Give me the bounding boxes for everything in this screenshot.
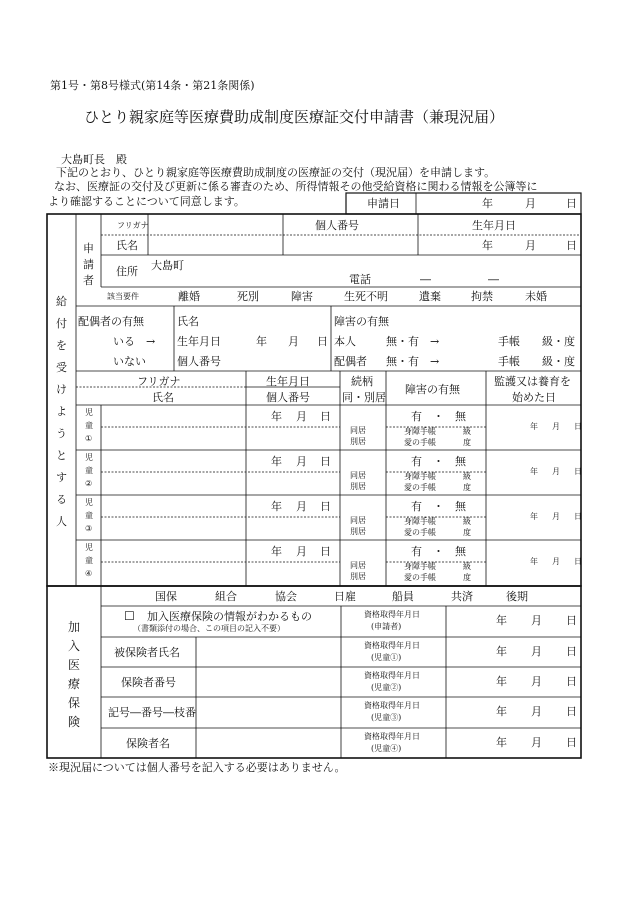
spouse-no[interactable]: いない (113, 355, 146, 368)
child-disability-choice[interactable]: 有 ・ 無 (411, 455, 466, 468)
acq-month[interactable]: 月 (531, 675, 542, 688)
addressee: 大島町長 殿 (61, 153, 127, 166)
acq-date-label: 資格取得年月日 (364, 610, 420, 619)
apply-date-label: 申請日 (367, 197, 400, 210)
insurance-kokuho[interactable]: 国保 (155, 590, 177, 603)
child-birth-month[interactable]: 月 (296, 545, 307, 558)
spouse-yes[interactable]: いる → (113, 335, 156, 348)
child-birth-month[interactable]: 月 (296, 455, 307, 468)
acq-year[interactable]: 年 (496, 645, 507, 658)
acq-day[interactable]: 日 (566, 675, 577, 688)
insurance-info-note: （書類添付の場合、この項目の記入不要） (133, 624, 285, 633)
child-separate[interactable]: 別居 (350, 482, 366, 491)
custody-month[interactable]: 月 (552, 557, 560, 566)
insurance-senin[interactable]: 船員 (392, 590, 414, 603)
disability-self-techo: 手帳 (498, 335, 520, 348)
spouse-birth-month[interactable]: 月 (288, 335, 299, 348)
acq-day[interactable]: 日 (566, 614, 577, 627)
child-ai: 愛の手帳 (404, 528, 436, 537)
child-disability-choice[interactable]: 有 ・ 無 (411, 500, 466, 513)
acq-year[interactable]: 年 (496, 614, 507, 627)
child-cohabit[interactable]: 同居 (350, 471, 366, 480)
acq-day[interactable]: 日 (566, 645, 577, 658)
insurance-koki[interactable]: 後期 (506, 590, 528, 603)
custody-year[interactable]: 年 (530, 557, 538, 566)
reason-abandonment[interactable]: 遺棄 (419, 290, 441, 303)
reason-detention[interactable]: 拘禁 (471, 290, 493, 303)
reason-unmarried[interactable]: 未婚 (525, 290, 547, 303)
acq-date-label: 資格取得年月日 (364, 732, 420, 741)
child-shintai: 身障手帳 (404, 562, 436, 571)
apply-date-month[interactable]: 月 (525, 197, 536, 210)
child-separate[interactable]: 別居 (350, 572, 366, 581)
disability-self-grade[interactable]: 級・度 (542, 335, 575, 348)
custody-year[interactable]: 年 (530, 422, 538, 431)
insurance-kyokai[interactable]: 協会 (275, 590, 297, 603)
child-birth-year[interactable]: 年 (271, 545, 282, 558)
insurer-number-label: 保険者番号 (121, 676, 176, 689)
applicant-phone-label: 電話 (349, 273, 371, 286)
child-label-4: 児 (85, 543, 93, 552)
insurance-info-checkbox[interactable]: ☐ (124, 609, 135, 623)
applicant-birth-year[interactable]: 年 (482, 239, 493, 252)
insured-name-label: 被保険者氏名 (114, 646, 180, 659)
symbol-number-label: 記号―番号―枝番 (108, 706, 196, 719)
disability-spouse-choice[interactable]: 無・有 → (386, 355, 440, 368)
acq-month[interactable]: 月 (531, 614, 542, 627)
acq-month[interactable]: 月 (531, 645, 542, 658)
form-title: ひとり親家庭等医療費助成制度医療証交付申請書（兼現況届） (84, 108, 505, 126)
disability-spouse-grade[interactable]: 級・度 (542, 355, 575, 368)
child-label-2: 児 (85, 453, 93, 462)
custody-year[interactable]: 年 (530, 512, 538, 521)
child-my-number-header: 個人番号 (266, 391, 310, 404)
reason-label: 該当要件 (107, 292, 139, 301)
child-cohabit[interactable]: 同居 (350, 561, 366, 570)
reason-bereavement[interactable]: 死別 (237, 290, 259, 303)
applicant-name-label: 氏名 (116, 239, 138, 252)
acq-date-label: 資格取得年月日 (364, 641, 420, 650)
child-relation-header: 続柄 (351, 375, 373, 388)
child-shintai: 身障手帳 (404, 427, 436, 436)
child-cohabit[interactable]: 同居 (350, 516, 366, 525)
child-birth-year[interactable]: 年 (271, 455, 282, 468)
form-number: 第1号・第8号様式(第14条・第21条関係) (50, 79, 255, 92)
child-birth-header: 生年月日 (266, 375, 310, 388)
child-separate[interactable]: 別居 (350, 437, 366, 446)
spouse-name-label: 氏名 (177, 315, 199, 328)
acq-who-applicant: (申請者) (371, 622, 402, 631)
child-separate[interactable]: 別居 (350, 527, 366, 536)
phone-dash-2: ― (488, 273, 499, 286)
child-birth-month[interactable]: 月 (296, 410, 307, 423)
acq-year[interactable]: 年 (496, 736, 507, 749)
disability-label: 障害の有無 (334, 315, 389, 328)
child-birth-year[interactable]: 年 (271, 500, 282, 513)
custody-day[interactable]: 日 (574, 422, 582, 431)
insurance-info-label: 加入医療保険の情報がわかるもの (147, 610, 312, 623)
acq-who-child-1: (児童①) (371, 653, 402, 662)
spouse-birth-label: 生年月日 (177, 335, 221, 348)
custody-month[interactable]: 月 (552, 512, 560, 521)
disability-self: 本人 (334, 335, 356, 348)
acq-who-child-3: (児童③) (371, 713, 402, 722)
child-ai: 愛の手帳 (404, 438, 436, 447)
child-disability-header: 障害の有無 (405, 383, 460, 396)
applicant-birth-month[interactable]: 月 (525, 239, 536, 252)
intro-line-2: なお、医療証の交付及び更新に係る審査のため、所得情報その他受給資格に関わる情報を公簿等に (54, 180, 538, 193)
acq-month[interactable]: 月 (531, 705, 542, 718)
spouse-birth-day[interactable]: 日 (317, 335, 328, 348)
acq-month[interactable]: 月 (531, 736, 542, 749)
child-furigana-header: フリガナ (137, 375, 181, 388)
child-cohabit[interactable]: 同居 (350, 426, 366, 435)
custody-month[interactable]: 月 (552, 422, 560, 431)
acq-date-label: 資格取得年月日 (364, 671, 420, 680)
custody-month[interactable]: 月 (552, 467, 560, 476)
acq-date-label: 資格取得年月日 (364, 701, 420, 710)
child-label-1: 児 (85, 408, 93, 417)
applicant-address-value[interactable]: 大島町 (151, 259, 184, 272)
spouse-has-label: 配偶者の有無 (78, 315, 144, 328)
child-name-header: 氏名 (152, 391, 174, 404)
child-birth-day[interactable]: 日 (320, 455, 331, 468)
applicant-address-label: 住所 (116, 265, 138, 278)
custody-header-2: 始めた日 (512, 391, 556, 404)
custody-day[interactable]: 日 (574, 467, 582, 476)
footnote: ※現況届については個人番号を記入する必要はありません。 (48, 761, 346, 774)
acq-day[interactable]: 日 (566, 705, 577, 718)
insurance-kyosai[interactable]: 共済 (451, 590, 473, 603)
child-birth-year[interactable]: 年 (271, 410, 282, 423)
custody-header-1: 監護又は養育を (494, 375, 571, 388)
reason-divorce[interactable]: 離婚 (178, 290, 200, 303)
insurer-name-label: 保険者名 (126, 737, 170, 750)
child-label-3: 児 (85, 498, 93, 507)
disability-spouse: 配偶者 (334, 355, 367, 368)
applicant-furigana-label: フリガナ (117, 221, 149, 230)
reason-missing[interactable]: 生死不明 (344, 290, 388, 303)
apply-date-day[interactable]: 日 (566, 197, 577, 210)
applicant-birth-day[interactable]: 日 (566, 239, 577, 252)
acq-year[interactable]: 年 (496, 675, 507, 688)
intro-line-1: 下記のとおり、ひとり親家庭等医療費助成制度の医療証の交付（現況届）を申請します。 (56, 166, 496, 179)
acq-who-child-2: (児童②) (371, 683, 402, 692)
child-disability-choice[interactable]: 有 ・ 無 (411, 410, 466, 423)
apply-date-year[interactable]: 年 (482, 197, 493, 210)
acq-who-child-4: (児童④) (371, 744, 402, 753)
disability-spouse-techo: 手帳 (498, 355, 520, 368)
applicant-birth-label: 生年月日 (472, 219, 516, 232)
child-ai: 愛の手帳 (404, 483, 436, 492)
custody-year[interactable]: 年 (530, 467, 538, 476)
custody-day[interactable]: 日 (574, 512, 582, 521)
child-birth-day[interactable]: 日 (320, 500, 331, 513)
spouse-my-number-label: 個人番号 (177, 355, 221, 368)
custody-day[interactable]: 日 (574, 557, 582, 566)
acq-day[interactable]: 日 (566, 736, 577, 749)
disability-self-choice[interactable]: 無・有 → (386, 335, 440, 348)
child-relation2-header: 同・別居 (342, 391, 386, 404)
phone-dash-1: ― (420, 273, 431, 286)
insurance-kumiai[interactable]: 組合 (215, 590, 237, 603)
intro-line-3: より確認することについて同意します。 (48, 195, 245, 208)
acq-year[interactable]: 年 (496, 705, 507, 718)
reason-disability[interactable]: 障害 (291, 290, 313, 303)
child-birth-day[interactable]: 日 (320, 545, 331, 558)
child-shintai: 身障手帳 (404, 472, 436, 481)
applicant-my-number-label: 個人番号 (315, 219, 359, 232)
spouse-birth-year[interactable]: 年 (256, 335, 267, 348)
child-birth-day[interactable]: 日 (320, 410, 331, 423)
child-birth-month[interactable]: 月 (296, 500, 307, 513)
child-shintai: 身障手帳 (404, 517, 436, 526)
insurance-hiyatoi[interactable]: 日雇 (334, 590, 356, 603)
child-disability-choice[interactable]: 有 ・ 無 (411, 545, 466, 558)
child-ai: 愛の手帳 (404, 573, 436, 582)
